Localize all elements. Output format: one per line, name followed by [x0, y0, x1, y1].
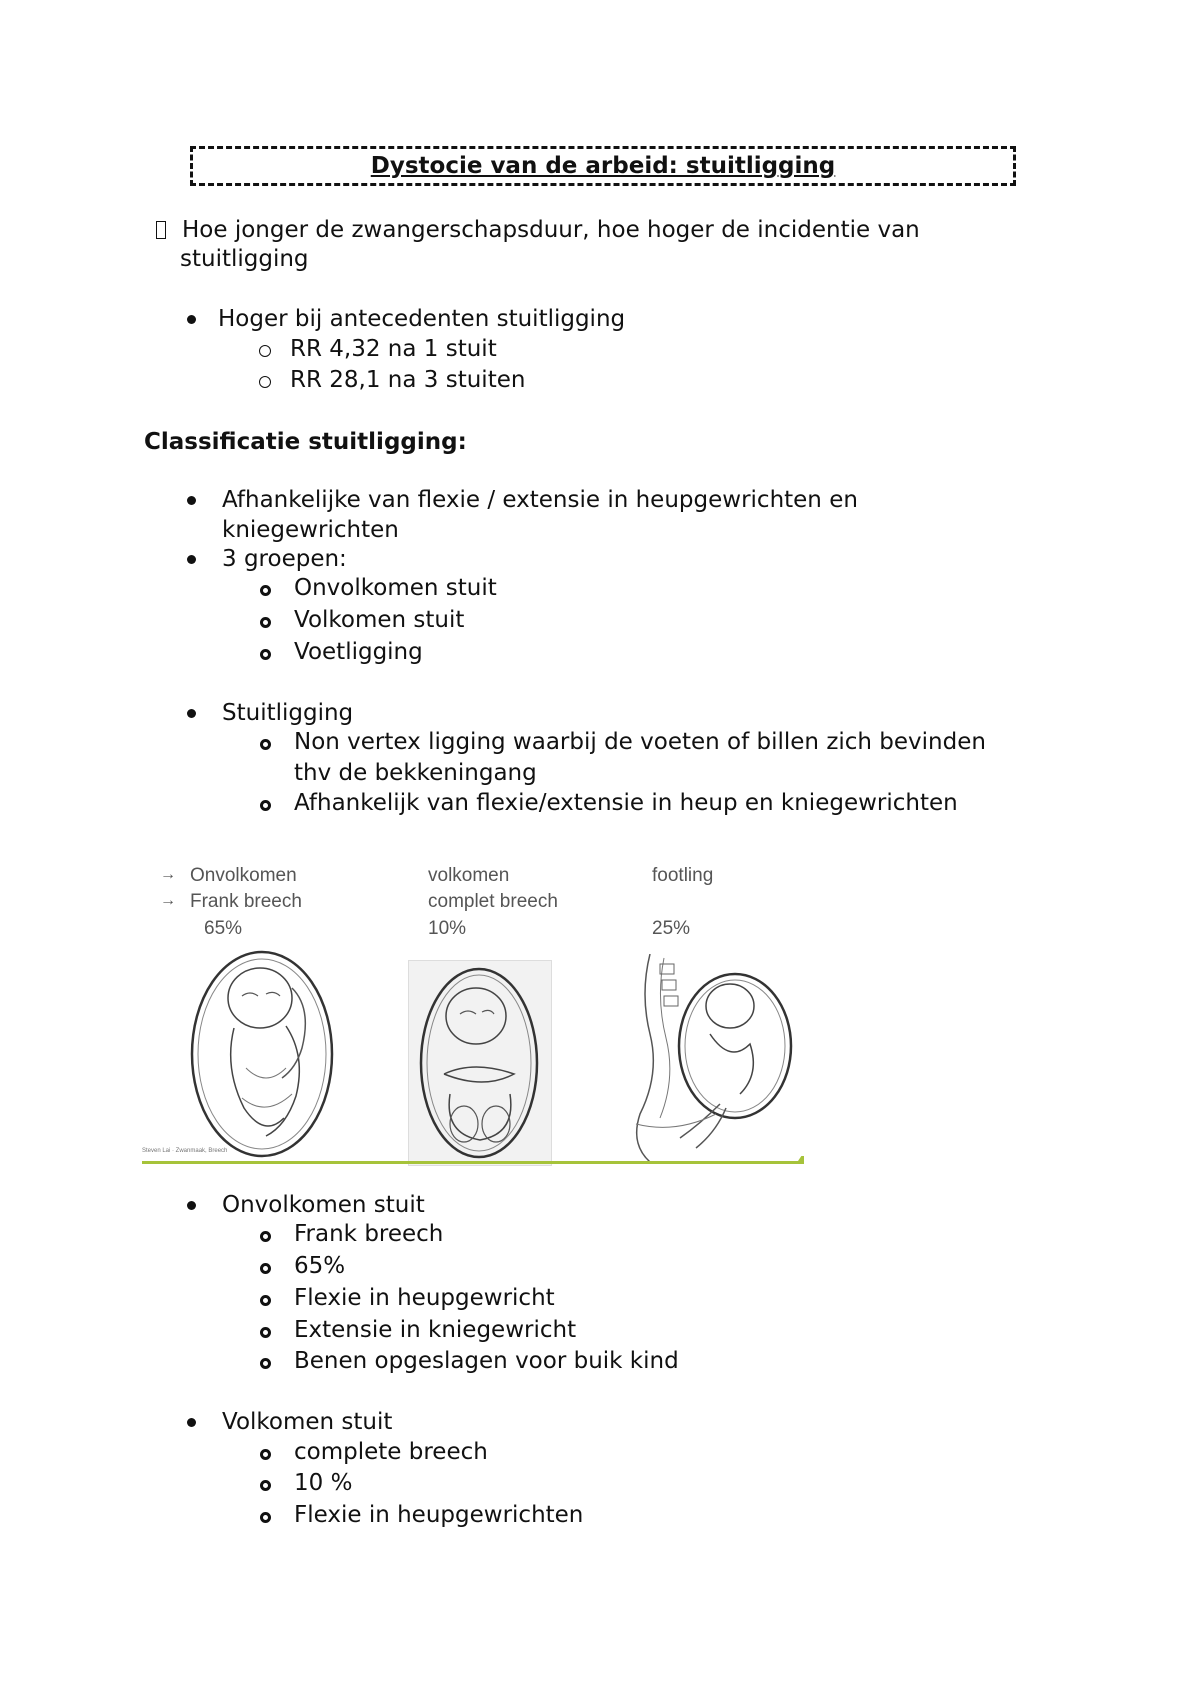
ring-bullet-icon	[260, 1449, 271, 1460]
onvolkomen-sub-1: Frank breech	[294, 1221, 444, 1247]
ring-bullet-icon	[260, 739, 271, 750]
bullet-icon	[187, 555, 196, 564]
stuitligging-sub-1-line2: thv de bekkeningang	[294, 760, 537, 786]
col1-label: Onvolkomen	[190, 865, 297, 886]
ring-bullet-icon	[260, 1358, 271, 1369]
col2-label: volkomen	[428, 865, 510, 886]
ring-bullet-icon	[260, 1231, 271, 1242]
classification-b1-line1: Afhankelijke van flexie / extensie in heupgewrichten en	[222, 487, 858, 513]
page-title: Dystocie van de arbeid: stuitligging	[370, 153, 836, 179]
col1-sublabel: Frank breech	[190, 891, 302, 912]
onvolkomen-sub-3: Flexie in heupgewricht	[294, 1285, 555, 1311]
bullet-icon	[187, 496, 196, 505]
volkomen-sub-2: 10 %	[294, 1470, 353, 1496]
ring-bullet-icon	[259, 345, 271, 357]
ring-bullet-icon	[260, 1480, 271, 1491]
onvolkomen-bullet: Onvolkomen stuit	[222, 1192, 425, 1218]
breech-types-figure	[142, 860, 804, 1166]
col1-percent: 65%	[204, 918, 243, 939]
frank-breech-illustration	[182, 948, 342, 1160]
figure-credit: Steven Lai · Zwanmaak, Breech	[142, 1148, 228, 1154]
onvolkomen-sub-2: 65%	[294, 1253, 346, 1279]
title-box	[190, 146, 1016, 186]
complete-breech-illustration	[414, 964, 544, 1162]
col2-sublabel: complet breech	[428, 891, 558, 912]
arrow-right-icon: →	[160, 866, 176, 883]
ring-bullet-icon	[260, 1295, 271, 1306]
group-2: Volkomen stuit	[294, 607, 465, 633]
figure-accent-bar	[142, 1156, 804, 1166]
ring-bullet-icon	[260, 1512, 271, 1523]
missing-glyph-icon	[156, 221, 166, 239]
ring-bullet-icon	[260, 617, 271, 628]
group-1: Onvolkomen stuit	[294, 575, 497, 601]
classification-b3: Stuitligging	[222, 700, 354, 726]
onvolkomen-sub-4: Extensie in kniegewricht	[294, 1317, 577, 1343]
group-3: Voetligging	[294, 639, 423, 665]
col3-label: footling	[652, 865, 714, 886]
bullet-icon	[187, 315, 196, 324]
ring-bullet-icon	[260, 1327, 271, 1338]
arrow-right-icon: →	[160, 892, 176, 909]
antecedents-sub-2: RR 28,1 na 3 stuiten	[290, 367, 526, 393]
bullet-icon	[187, 1418, 196, 1427]
ring-bullet-icon	[260, 649, 271, 660]
footling-illustration	[630, 954, 800, 1162]
classification-b1-line2: kniegewrichten	[222, 517, 399, 543]
bullet-icon	[187, 709, 196, 718]
col3-percent: 25%	[652, 918, 691, 939]
intro-line-2: stuitligging	[180, 246, 309, 272]
ring-bullet-icon	[260, 1263, 271, 1274]
antecedents-bullet: Hoger bij antecedenten stuitligging	[218, 306, 626, 332]
ring-bullet-icon	[260, 800, 271, 811]
onvolkomen-sub-5: Benen opgeslagen voor buik kind	[294, 1348, 679, 1374]
volkomen-bullet: Volkomen stuit	[222, 1409, 393, 1435]
ring-bullet-icon	[260, 585, 271, 596]
volkomen-sub-1: complete breech	[294, 1439, 488, 1465]
classification-b2: 3 groepen:	[222, 546, 347, 572]
ring-bullet-icon	[259, 376, 271, 388]
stuitligging-sub-2: Afhankelijk van flexie/extensie in heup en kniegewrichten	[294, 790, 958, 816]
intro-line-1: Hoe jonger de zwangerschapsduur, hoe hoger de incidentie van	[182, 217, 920, 243]
volkomen-sub-3: Flexie in heupgewrichten	[294, 1502, 584, 1528]
bullet-icon	[187, 1201, 196, 1210]
col2-percent: 10%	[428, 918, 467, 939]
stuitligging-sub-1-line1: Non vertex ligging waarbij de voeten of billen zich bevinden	[294, 729, 986, 755]
antecedents-sub-1: RR 4,32 na 1 stuit	[290, 336, 497, 362]
classification-heading: Classificatie stuitligging:	[144, 429, 467, 455]
